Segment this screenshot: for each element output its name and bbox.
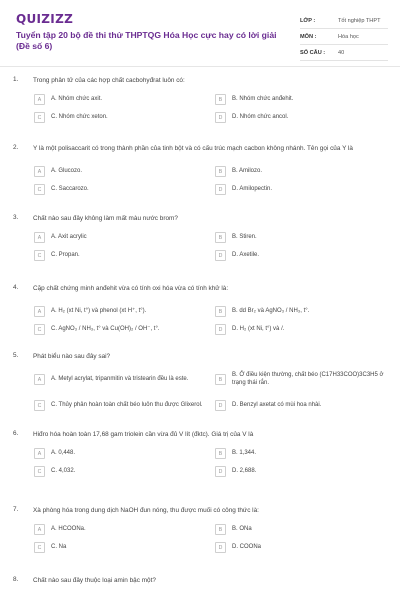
option-c[interactable] [34,110,204,125]
option-letter-box: D [215,466,226,477]
option-d[interactable] [215,110,385,125]
option-b[interactable] [215,230,385,245]
option-a[interactable] [34,230,204,245]
option-b[interactable] [215,164,385,179]
option-c[interactable] [34,464,204,479]
option-text: D. Axetile. [232,251,260,258]
option-text: D. Amilopectin. [232,185,273,192]
question-text: Phát biểu nào sau đây sai? [33,353,111,360]
question-number: 4. [13,284,19,291]
option-letter-box: C [34,400,45,411]
option-d[interactable] [215,248,385,263]
option-c[interactable] [34,248,204,263]
option-letter-box: D [215,542,226,553]
option-a[interactable] [34,522,204,537]
option-letter-box: A [34,524,45,535]
option-text: A. Nhóm chức axit. [51,95,103,102]
option-d[interactable] [215,540,385,555]
option-letter-box: C [34,184,45,195]
option-letter-box: C [34,250,45,261]
option-letter-box: A [34,374,45,385]
question-text: Xà phòng hóa trong dung dịch NaOH đun nóng, thu được muối có công thức là: [33,507,259,514]
option-letter-box: B [215,232,226,243]
option-b[interactable] [215,522,385,537]
option-c[interactable] [34,398,204,413]
option-letter-box: B [215,524,226,535]
option-letter-box: A [34,166,45,177]
question-number: 6. [13,430,19,437]
meta-value: 40 [338,49,345,56]
option-letter-box: A [34,448,45,459]
option-letter-box: D [215,112,226,123]
option-text: A. H₂ (xt Ni, t°) và phenol (xt H⁺, t°). [51,307,147,314]
option-text: D. H₂ (xt Ni, t°) và /. [232,325,285,332]
option-text: B. dd Br₂ và AgNO₃ / NH₃, t°. [232,307,310,314]
option-letter-box: B [215,448,226,459]
option-d[interactable] [215,322,385,337]
option-a[interactable] [34,446,204,461]
meta-key: SỐ CÂU : [300,49,326,56]
question-text: Y là một polisaccarit có trong thành phần của tinh bột và có cấu trúc mạch cacbon không nhánh. Tên gọi của Y là [33,145,353,152]
question-text: Cặp chất chứng minh anđehit vừa có tính oxi hóa vừa có tính khử là: [33,285,229,292]
option-letter-box: D [215,184,226,195]
option-letter-box: A [34,306,45,317]
option-d[interactable] [215,464,385,479]
worksheet-meta [300,13,388,61]
option-letter-box: B [215,306,226,317]
option-text: C. Na [51,543,67,550]
option-letter-box: B [215,94,226,105]
option-letter-box: B [215,374,226,385]
meta-key: MÔN : [300,33,317,40]
question-text: Chất nào sau đây thuộc loại amin bậc một? [33,577,156,584]
option-text: B. ONa [232,525,252,532]
question-number: 8. [13,576,19,583]
worksheet-title: Tuyển tập 20 bộ đề thi thử THPTQG Hóa Học cực hay có lời giải (Đề số 6) [16,30,277,51]
option-letter-box: D [215,400,226,411]
option-letter-box: A [34,94,45,105]
option-c[interactable] [34,182,204,197]
option-b[interactable] [215,92,385,107]
meta-key: LỚP : [300,17,316,24]
option-letter-box: C [34,542,45,553]
meta-value: Hóa học [338,33,359,40]
option-letter-box: C [34,324,45,335]
option-text: B. Ở điều kiện thường, chất béo (C17H33COO)3C3H5 ở trạng thái rắn. [232,372,384,386]
option-c[interactable] [34,322,204,337]
option-text: A. Axit acrylic [51,233,87,240]
question-number: 1. [13,76,19,83]
question-number: 5. [13,352,19,359]
option-text: D. 2,688. [232,467,257,474]
option-text: C. Thủy phân hoàn toàn chất béo luôn thu được Glixerol. [51,401,203,408]
option-text: A. HCOONa. [51,525,86,532]
option-text: D. COONa [232,543,262,550]
option-text: A. Glucozo. [51,167,83,174]
option-letter-box: D [215,324,226,335]
question-text: Chất nào sau đây không làm mất màu nước brom? [33,215,178,222]
quizizz-logo: QUIZIZZ [16,12,74,26]
option-text: B. 1,344. [232,449,257,456]
question-text: Trong phân tử của các hợp chất cacbohyđrat luôn có: [33,77,185,84]
option-text: C. 4,032. [51,467,76,474]
option-text: C. AgNO₃ / NH₃, t° và Cu(OH)₂ / OH⁻, t°. [51,325,160,332]
meta-value: Tốt nghiệp THPT [338,17,381,24]
option-a[interactable] [34,372,204,387]
meta-row-class [300,13,388,29]
question-number: 7. [13,506,19,513]
option-a[interactable] [34,304,204,319]
option-a[interactable] [34,164,204,179]
question-text: Hiđro hóa hoàn toàn 17,68 gam triolein cần vừa đủ V lít (đktc). Giá trị của V là [33,431,254,438]
option-b[interactable] [215,304,385,319]
option-text: C. Nhóm chức xeton. [51,113,108,120]
question-number: 2. [13,144,19,151]
option-b[interactable] [215,446,385,461]
option-letter-box: C [34,112,45,123]
option-text: C. Propan. [51,251,80,258]
option-text: B. Nhóm chức anđehit. [232,95,294,102]
option-letter-box: C [34,466,45,477]
question-number: 3. [13,214,19,221]
option-a[interactable] [34,92,204,107]
meta-row-subject [300,29,388,45]
option-b[interactable] [215,372,385,387]
option-text: D. Nhóm chức ancol. [232,113,289,120]
option-text: A. 0,448. [51,449,76,456]
option-letter-box: A [34,232,45,243]
option-text: A. Metyl acrylat, tripanmitin và tristearin đều là este. [51,375,189,382]
option-letter-box: D [215,250,226,261]
option-text: D. Benzyl axetat có mùi hoa nhài. [232,401,322,408]
option-c[interactable] [34,540,204,555]
option-d[interactable] [215,398,385,413]
option-d[interactable] [215,182,385,197]
option-text: B. Stiren. [232,233,257,240]
option-text: B. Amilozo. [232,167,263,174]
option-text: C. Saccarozo. [51,185,89,192]
meta-row-count [300,45,388,61]
worksheet-header [0,0,400,67]
option-letter-box: B [215,166,226,177]
